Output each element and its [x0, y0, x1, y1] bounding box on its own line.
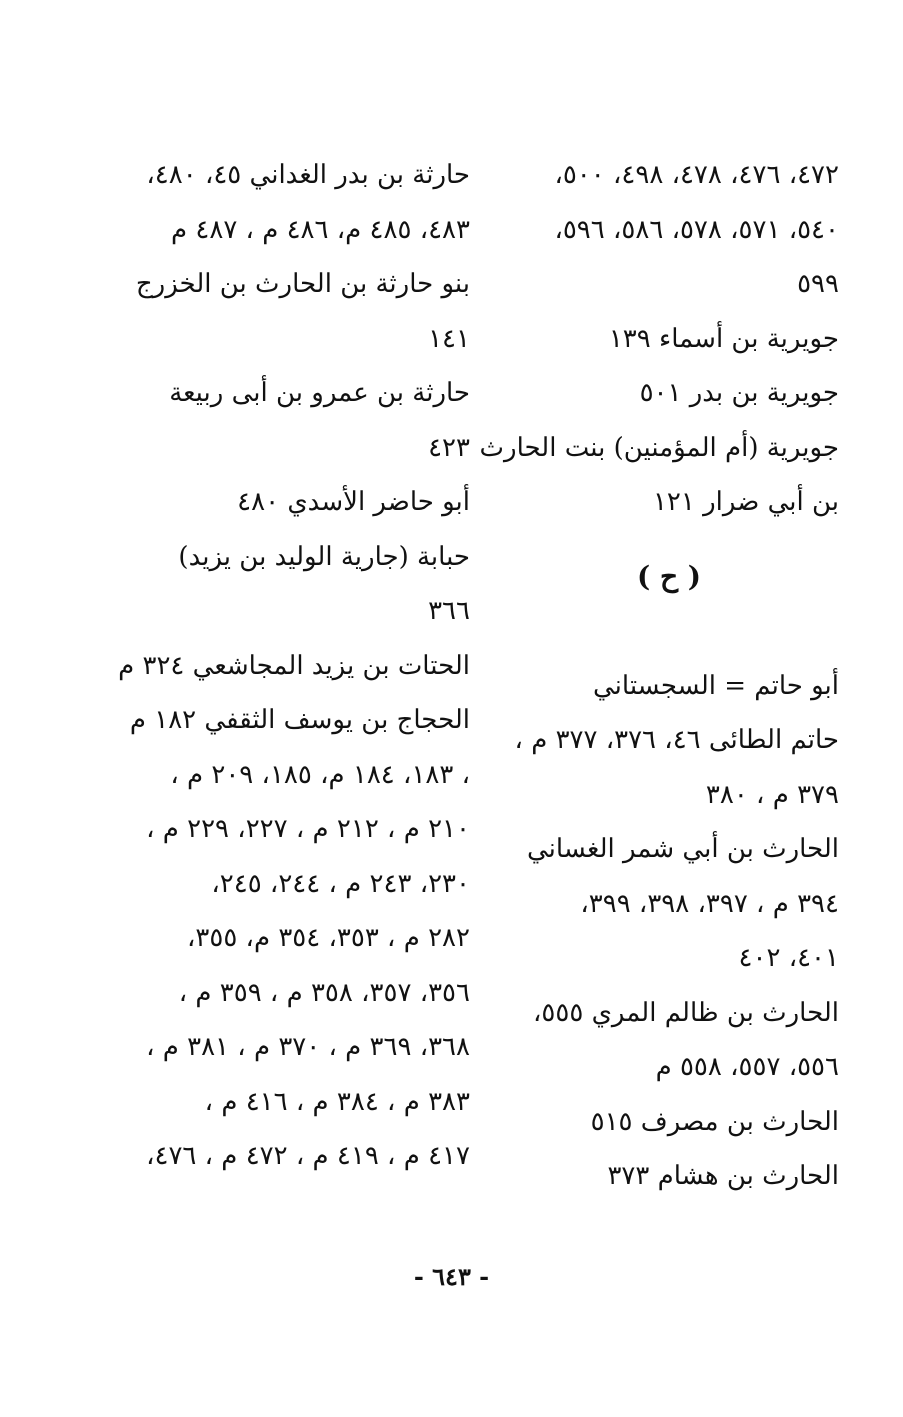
index-entry: حارثة بن عمرو بن أبى ربيعة: [169, 378, 470, 408]
index-line: ٢١٠ م ، ٢١٢ م ، ٢٢٧، ٢٢٩ م ،: [146, 814, 470, 844]
index-entry: الحجاج بن يوسف الثقفي ١٨٢ م: [129, 705, 470, 735]
index-entry: جويرية بن أسماء ١٣٩: [608, 323, 839, 354]
page-number: - ٦٤٣ -: [413, 1262, 490, 1291]
index-line: ٣٥٦، ٣٥٧، ٣٥٨ م ، ٣٥٩ م ،: [178, 977, 470, 1008]
index-entry: الحارث بن أبي شمر الغساني: [527, 834, 839, 864]
index-entry: جويرية (أم المؤمنين) بنت الحارث: [479, 432, 839, 463]
index-line: ، ١٨٣، ١٨٤ م، ١٨٥، ٢٠٩ م ،: [170, 759, 470, 790]
index-entry: الحتات بن يزيد المجاشعي ٣٢٤ م: [118, 650, 470, 681]
index-line: ٤٢٣: [428, 432, 470, 463]
index-line: بن أبي ضرار ١٢١: [652, 487, 839, 517]
index-entry: حبابة (جارية الوليد بن يزيد): [178, 541, 470, 572]
index-entry: الحارث بن مصرف ٥١٥: [590, 1106, 839, 1137]
index-line: ٣٧٩ م ، ٣٨٠: [705, 779, 839, 810]
spacer: [499, 530, 839, 550]
index-entry: الحارث بن ظالم المري ٥٥٥،: [533, 997, 839, 1028]
index-entry: جويرية بن بدر ٥٠١: [639, 378, 839, 408]
index-line: ٤٨٣، ٤٨٥ م، ٤٨٦ م ، ٤٨٧ م: [171, 214, 470, 245]
index-line: ٣٨٣ م ، ٣٨٤ م ، ٤١٦ م ،: [204, 1086, 470, 1117]
index-entry: الحارث بن هشام ٣٧٣: [607, 1161, 839, 1191]
index-line: ٣٩٤ م ، ٣٩٧، ٣٩٨، ٣٩٩،: [580, 888, 839, 919]
index-line: ٤٠١، ٤٠٢: [738, 943, 839, 973]
index-line: ٣٦٦: [428, 596, 470, 626]
index-line: ٣٦٨، ٣٦٩ م ، ٣٧٠ م ، ٣٨١ م ،: [146, 1032, 470, 1062]
index-entry: أبو حاتم = السجستاني: [593, 670, 839, 701]
index-column-right: [479, 148, 839, 1204]
index-line: ٤٧٢، ٤٧٦، ٤٧٨، ٤٩٨، ٥٠٠،: [554, 160, 839, 190]
index-entry: بنو حارثة بن الحارث بن الخزرج: [135, 269, 470, 299]
index-entry: أبو حاضر الأسدي ٤٨٠: [237, 487, 470, 517]
index-column-left: [118, 148, 470, 1184]
spacer: [499, 604, 839, 659]
index-line: ٤١٧ م ، ٤١٩ م ، ٤٧٢ م ، ٤٧٦،: [146, 1141, 470, 1171]
section-letter-heading: ( ح ): [636, 559, 702, 593]
index-line: ٢٨٢ م ، ٣٥٣، ٣٥٤ م، ٣٥٥،: [186, 923, 470, 953]
index-line: ١٤١: [428, 323, 470, 354]
index-entry: حارثة بن بدر الغداني ٤٥، ٤٨٠،: [146, 160, 470, 190]
index-line: ٥٩٩: [797, 269, 839, 299]
index-line: ٥٤٠، ٥٧١، ٥٧٨، ٥٨٦، ٥٩٦،: [554, 214, 839, 245]
index-line: ٥٥٦، ٥٥٧، ٥٥٨ م: [655, 1052, 839, 1082]
index-line: ٢٣٠، ٢٤٣ م ، ٢٤٤، ٢٤٥،: [211, 868, 470, 899]
index-entry: حاتم الطائى ٤٦، ٣٧٦، ٣٧٧ م ،: [514, 725, 839, 755]
